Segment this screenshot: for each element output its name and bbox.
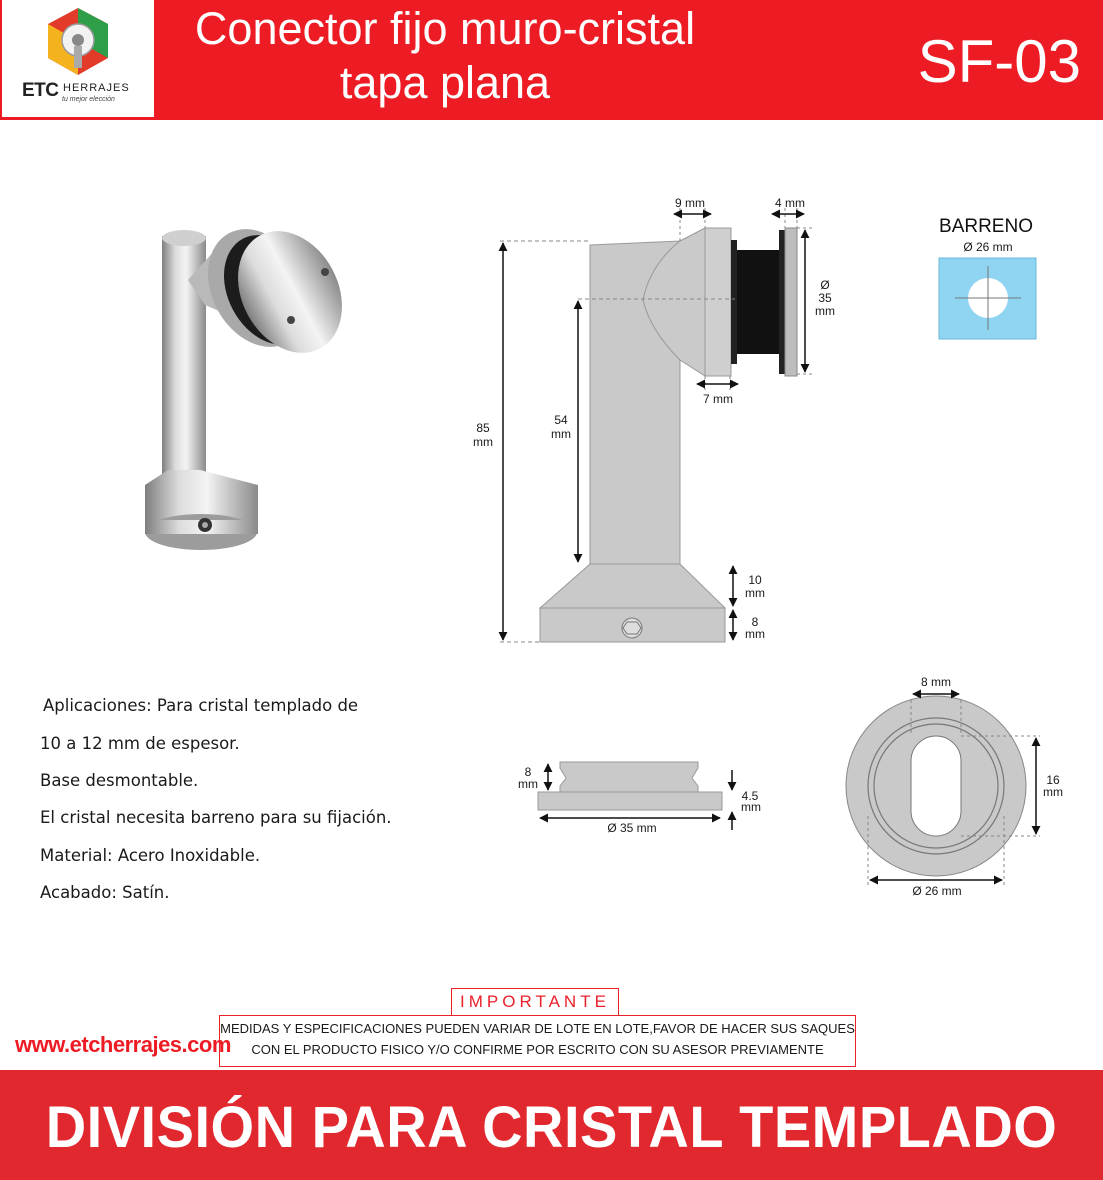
- dim-cap-diameter-value: 35: [818, 291, 832, 305]
- notice-line-2: CON EL PRODUCTO FISICO Y/O CONFIRME POR ESCRITO CON SU ASESOR PREVIAMENTE: [251, 1042, 824, 1057]
- spec-line-finish: Acabado: Satín.: [40, 883, 170, 902]
- dim-85-value: 85: [476, 421, 490, 435]
- dim-10-unit: mm: [745, 586, 765, 600]
- top-view-drawing: [846, 675, 1063, 898]
- dim-cap-diameter-unit: mm: [815, 304, 835, 318]
- dim-8-value: 8: [751, 615, 759, 629]
- footer-division-title: DIVISIÓN PARA CRISTAL TEMPLADO: [45, 1093, 1058, 1160]
- dim-7mm: 7 mm: [703, 392, 733, 406]
- top-dim-8mm: 8 mm: [921, 675, 951, 689]
- base-dim-8-unit: mm: [518, 777, 538, 791]
- base-dim-8-value: 8: [524, 765, 532, 779]
- top-dim-16-unit: mm: [1043, 785, 1063, 799]
- top-dim-26: Ø 26 mm: [912, 884, 962, 898]
- logo-brand: ETC: [22, 80, 59, 101]
- dim-9mm: 9 mm: [675, 196, 705, 210]
- dim-54-value: 54: [554, 413, 568, 427]
- base-profile-drawing: [518, 762, 761, 835]
- top-dim-16-value: 16: [1046, 773, 1060, 787]
- logo-brand2: HERRAJES: [63, 82, 130, 94]
- product-photo: [145, 212, 362, 550]
- dim-4mm: 4 mm: [775, 196, 805, 210]
- dim-54-unit: mm: [551, 427, 571, 441]
- spec-line-thickness: 10 a 12 mm de espesor.: [40, 734, 240, 753]
- title-line-1: Conector fijo muro-cristal: [194, 3, 696, 54]
- logo-tagline: tu mejor elección: [62, 96, 115, 103]
- title-line-2: tapa plana: [339, 57, 551, 108]
- spec-line-applications: Aplicaciones: Para cristal templado de: [43, 696, 359, 715]
- base-dim-4-5-value: 4.5: [741, 789, 759, 803]
- product-code: SF-03: [917, 28, 1081, 95]
- spec-line-barreno: El cristal necesita barreno para su fijación.: [40, 808, 392, 827]
- dim-cap-diameter-symbol: Ø: [820, 278, 830, 292]
- website-link[interactable]: www.etcherrajes.com: [15, 1032, 231, 1057]
- spec-line-base: Base desmontable.: [40, 771, 199, 790]
- dim-10-value: 10: [748, 573, 762, 587]
- barreno-title: BARRENO: [939, 216, 1033, 237]
- spec-line-material: Material: Acero Inoxidable.: [40, 846, 261, 865]
- important-title: IMPORTANTE: [451, 988, 619, 1016]
- product-title: [160, 2, 730, 110]
- notice-line-1: MEDIDAS Y ESPECIFICACIONES PUEDEN VARIAR DE LOTE EN LOTE,FAVOR DE HACER SUS SAQUES: [220, 1021, 855, 1036]
- base-dim-4-5-unit: mm: [741, 800, 761, 814]
- dim-8-unit: mm: [745, 627, 765, 641]
- dim-85-unit: mm: [473, 435, 493, 449]
- base-dim-35: Ø 35 mm: [607, 821, 657, 835]
- side-elevation-drawing: [473, 196, 835, 642]
- barreno-diagram: [939, 216, 1036, 339]
- barreno-diameter: Ø 26 mm: [963, 240, 1013, 254]
- important-notice-box: [219, 1015, 856, 1067]
